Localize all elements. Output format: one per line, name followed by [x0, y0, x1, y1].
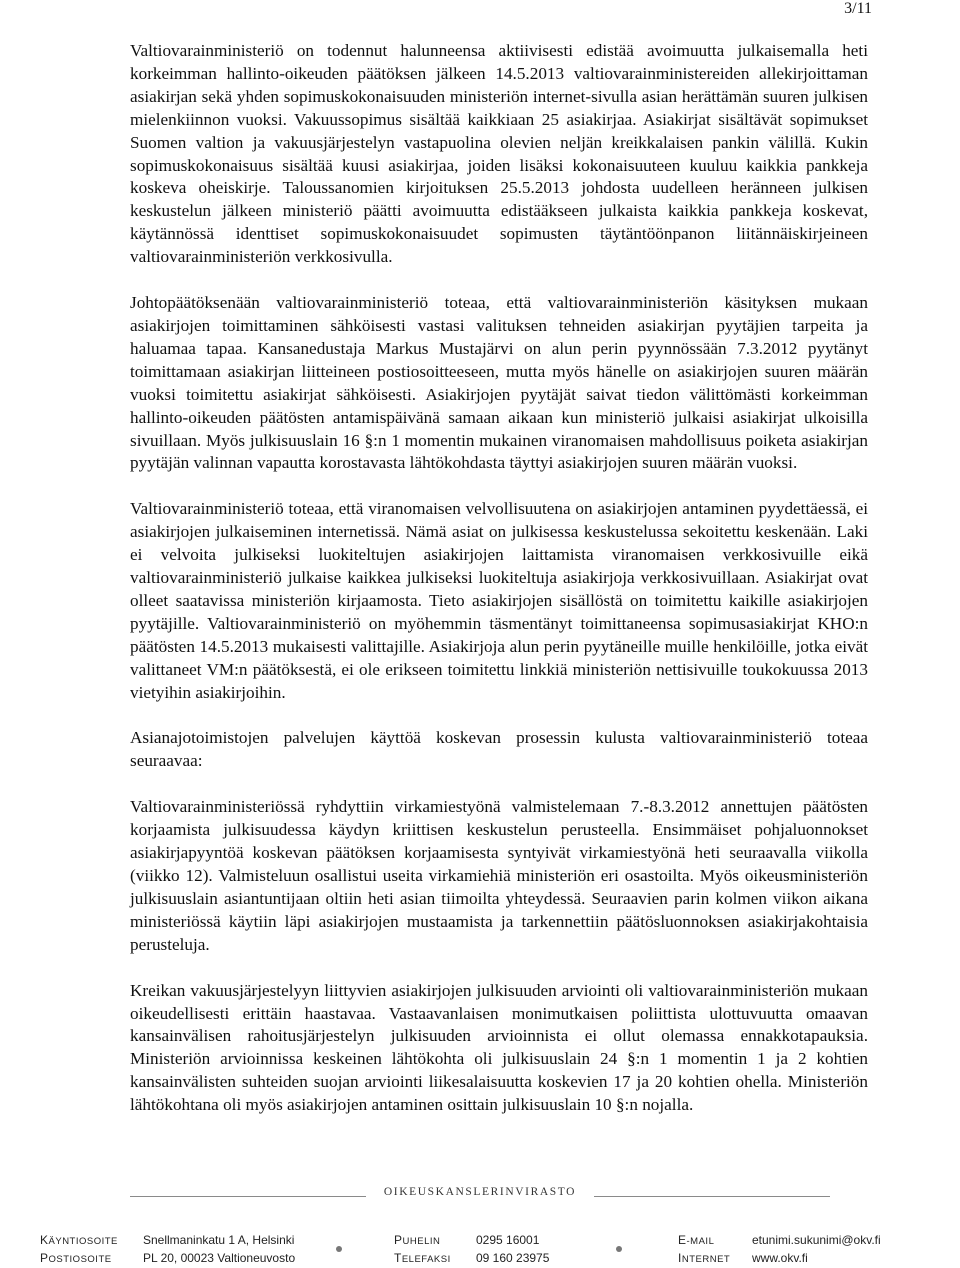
document-body — [130, 40, 868, 1117]
email-address[interactable]: etunimi.sukunimi@okv.fi — [752, 1233, 881, 1247]
separator-dot-icon — [616, 1246, 622, 1252]
footer-contact-info — [0, 1232, 960, 1268]
footer-rule-left — [130, 1196, 366, 1197]
visiting-address: Snellmaninkatu 1 A, Helsinki — [143, 1233, 295, 1247]
separator-dot-icon — [336, 1246, 342, 1252]
paragraph: Valtiovarainministeriö toteaa, että viranomaisen velvollisuutena on asiakirjojen antaminen pyydettäessä, ei asiakirjojen julkaiseminen internetissä. Nämä asiat on julkisessa keskustelussa sekoitettu keskenään. Laki ei velvoita julkiseksi luokiteltujen asiakirjojen laittamista viranomaisen verkkosivuille eikä valtiovarainministeriö julkaise kaikkea julkiseksi luokiteltuja asiakirjoja verkkosivuillaan. Asiakirjat ovat olleet saatavissa ministeriön kirjaamosta. Tieto asiakirjojen sisällöstä on toimitettu kaikille asiakirjojen pyytäjille. Valtiovarainministeriö on myöhemmin täsmentänyt toimittaneensa sopimusasiakirjat KHO:n päätösten 14.5.2013 mukaisesti valittajille. Asiakirjoja alun perin pyytäneille muille henkilöille, jotka eivät valittaneet VM:n päätöksestä, ei ole erikseen toimitettu linkkiä ministeriön nettisivuille toukokuussa 2013 vietyihin asiakirjoihin. — [130, 499, 868, 702]
website-link[interactable]: www.okv.fi — [752, 1251, 808, 1265]
organization-name: OIKEUSKANSLERINVIRASTO — [383, 1186, 577, 1198]
footer-rule-right — [594, 1196, 830, 1197]
postal-address: PL 20, 00023 Valtioneuvosto — [143, 1251, 296, 1265]
footer-logo — [0, 1186, 960, 1216]
fax-label: TELEFAKSI — [394, 1251, 451, 1265]
visiting-address-label: KÄYNTIOSOITE — [40, 1233, 118, 1247]
fax-number: 09 160 23975 — [476, 1251, 550, 1265]
internet-label: INTERNET — [678, 1251, 731, 1265]
paragraph: Valtiovarainministeriö on todennut halunneensa aktiivisesti edistää avoimuutta julkaisemalla heti korkeimman hallinto-oikeuden päätöksen jälkeen 14.5.2013 valtiovarainministereiden allekirjoittaman asiakirjan sekä yhden sopimuskokonaisuuden ministeriön internet-sivulla asian herättämän suuren julkisen mielenkiinnon vuoksi. Vakuussopimus sisältää kaikkiaan 25 asiakirjaa. Asiakirjat sisältävät sopimukset Suomen valtion ja vakuusjärjestelyn vastapuolina olevien neljän kreikkalaisen pankin välillä. Kukin sopimuskokonaisuus sisältää kuusi asiakirjaa, joiden lisäksi kokonaisuuteen kuuluu kaikkia pankkeja koskeva oheiskirje. Taloussanomien kirjoituksen 25.5.2013 johdosta uudelleen heränneen julkisen keskustelun jälkeen ministeriö päätti avoimuutta edistääkseen julkaista kaikkia pankkeja koskevat, käytännössä identtiset sopimuskokonaisuudet sopimusten täytäntöönpanon liitännäiskirjeineen valtiovarainministeriön verkkosivulla. — [130, 41, 868, 267]
paragraph: Asianajotoimistojen palvelujen käyttöä koskevan prosessin kulusta valtiovarainministeriö toteaa seuraavaa: — [130, 728, 868, 771]
postal-address-label: POSTIOSOITE — [40, 1251, 112, 1265]
phone-label: PUHELIN — [394, 1233, 441, 1247]
paragraph: Kreikan vakuusjärjestelyyn liittyvien asiakirjojen julkisuuden arviointi oli valtiovarainministeriön mukaan oikeudellisesti erittäin haastavaa. Vastaavanlaisen monimutkaisen poliittista ulottuvuutta omaavan kansainvälisen rahoitusjärjestelyn julkisuuden arvioinnista ei ollut olemassa ennakkotapauksia. Ministeriön arvioinnissa keskeinen lähtökohta oli julkisuuslain 24 §:n 1 momentin 1 ja 2 kohtien kansainvälisten suhteiden suojan arviointi liikesalaisuutta koskevien 17 ja 20 kohtien ohella. Ministeriön lähtökohtana oli myös asiakirjojen antaminen osittain julkisuuslain 10 §:n nojalla. — [130, 980, 868, 1115]
paragraph: Valtiovarainministeriössä ryhdyttiin virkamiestyönä valmistelemaan 7.-8.3.2012 annettujen päätösten korjaamista julkisuudessa käydyn kriittisen keskustelun perusteella. Ensimmäiset pohjaluonnokset asiakirjapyyntöä koskevan päätöksen korjaamisesta syntyivät virkamiestyönä heti seuraavalla viikolla (viikko 12). Valmisteluun osallistui useita virkamiehiä ministeriön eri osastoilta. Myös oikeusministeriön julkisuuslain asiantuntijaan oltiin heti asian tiimoilta yhteydessä. Seuraavien parin kolmen viikon aikana ministeriössä käytiin läpi asiakirjojen mustaamista ja tarkennettiin päätösluonnoksen asiakirjakohtaisia perusteluja. — [130, 797, 868, 954]
email-label: E-MAIL — [678, 1233, 715, 1247]
phone-number: 0295 16001 — [476, 1233, 540, 1247]
page-number: 3/11 — [844, 0, 872, 17]
paragraph: Johtopäätöksenään valtiovarainministeriö toteaa, että valtiovarainministeriön käsityksen mukaan asiakirjojen toimittaminen sähköisesti vastasi valituksen tehneiden asiakirjan pyytäjien tarpeita ja haluamaa tapaa. Kansanedustaja Markus Mustajärvi on alun perin pyynnössään 7.3.2012 pyytänyt toimittamaan asiakirjan liitteineen postiosoitteeseen, mutta myös hänelle on asiakirjojen suuren määrän vuoksi toimitettu asiakirjat sähköisesti. Asiakirjojen pyytäjät saivat tiedon välittömästi korkeimman hallinto-oikeuden päätösten antamispäivänä samaan aikaan kun ministeriö julkaisi asiakirjat ulkoisilla sivuillaan. Myös julkisuuslain 16 §:n 1 momentin mukainen viranomaisen mahdollisuus poiketa asiakirjan pyytäjän valinnan vapautta korostavasta lähtökohdasta täyttyi asiakirjojen suuren määrän vuoksi. — [130, 293, 868, 473]
